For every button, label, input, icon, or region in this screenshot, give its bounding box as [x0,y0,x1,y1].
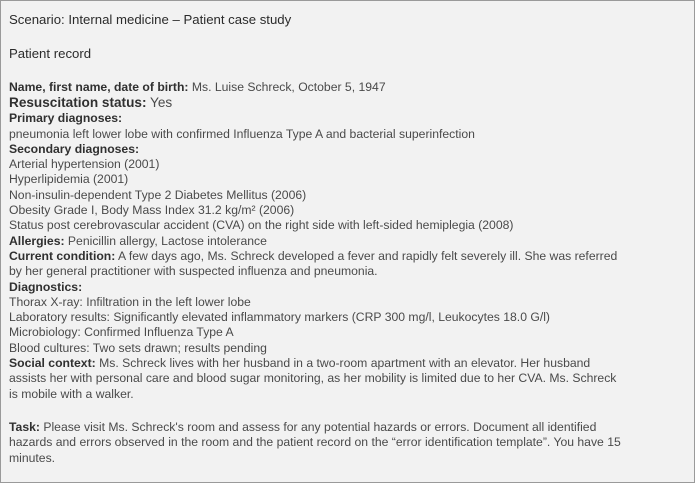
diagnostics-item: Laboratory results: Significantly elevated inflammatory markers (CRP 300 mg/l, Leukocytes 18.0 G/l) [9,310,550,325]
allergies-value: Penicillin allergy, Lactose intolerance [64,233,267,248]
diagnostics-item: Thorax X-ray: Infiltration in the left lower lobe [9,294,251,309]
patient-record-body [9,80,689,466]
social-context-label: Social context: [9,356,96,371]
social-context-line-1: Ms. Schreck lives with her husband in a two-room apartment with an elevator. Her husband [95,356,591,371]
current-condition-line-2: by her general practitioner with suspected influenza and pneumonia. [9,264,378,279]
social-context-line-2: assists her with personal care and blood sugar monitoring, as her mobility is limited due to her CVA. Ms. Schreck [9,371,617,386]
secondary-diagnoses-heading: Secondary diagnoses: [9,141,140,156]
secondary-diagnosis-item: Hyperlipidemia (2001) [9,172,129,187]
current-condition-label: Current condition: [9,248,116,263]
allergies-field [9,234,689,249]
resuscitation-value: Yes [146,95,173,111]
primary-diagnoses-heading: Primary diagnoses: [9,111,123,126]
allergies-label: Allergies: [9,233,65,248]
scenario-title: Scenario: Internal medicine – Patient case study [9,12,292,27]
diagnostics-item: Blood cultures: Two sets drawn; results pending [9,340,267,355]
current-condition-line-1: A few days ago, Ms. Schreck developed a fever and rapidly felt severely ill. She was referred [115,248,618,263]
secondary-diagnosis-item: Obesity Grade I, Body Mass Index 31.2 kg/m² (2006) [9,203,295,218]
secondary-diagnosis-item: Status post cerebrovascular accident (CVA) on the right side with left-sided hemiplegia (2008) [9,218,514,233]
name-field [9,80,689,95]
secondary-diagnosis-item: Non-insulin-dependent Type 2 Diabetes Mellitus (2006) [9,187,307,202]
social-context-line-3: is mobile with a walker. [9,386,134,401]
diagnostics-heading: Diagnostics: [9,279,83,294]
task-line-3: minutes. [9,450,56,465]
secondary-diagnosis-item: Arterial hypertension (2001) [9,157,160,172]
current-condition-field [9,249,689,264]
social-context-field [9,356,689,371]
diagnostics-item: Microbiology: Confirmed Influenza Type A [9,325,234,340]
case-study-content [9,12,689,466]
name-label: Name, first name, date of birth: [9,80,189,94]
task-label: Task: [9,419,40,434]
task-field [9,420,689,435]
task-line-2: hazards and errors observed in the room and the patient record on the “error identification template”. You have 15 [9,435,621,450]
patient-record-heading: Patient record [9,46,92,61]
task-line-1: Please visit Ms. Schreck's room and assess for any potential hazards or errors. Document all identified [39,419,597,434]
primary-diagnoses-text: pneumonia left lower lobe with confirmed Influenza Type A and bacterial superinfection [9,126,475,141]
resuscitation-field [9,95,689,111]
resuscitation-label: Resuscitation status: [9,95,147,111]
name-value: Ms. Luise Schreck, October 5, 1947 [188,80,386,94]
